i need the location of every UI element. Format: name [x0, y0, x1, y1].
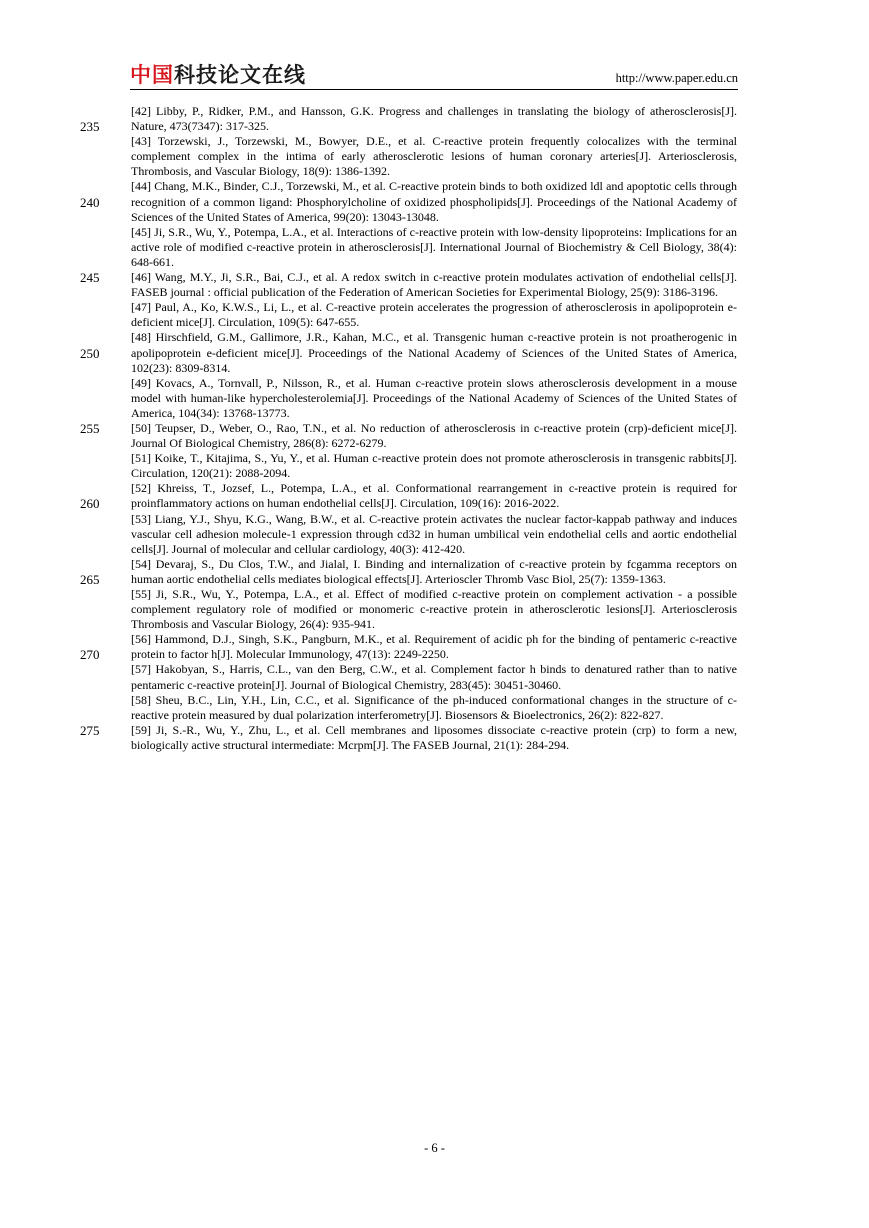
page-number: - 6 -: [424, 1141, 445, 1155]
reference-item: [51] Koike, T., Kitajima, S., Yu, Y., et al. Human c-reactive protein does not promote atherosclerosis in transgenic rabbits[J]. Circulation, 120(21): 2088-2094.: [131, 451, 737, 481]
reference-item: [55] Ji, S.R., Wu, Y., Potempa, L.A., et al. Effect of modified c-reactive protein on complement activation - a possible complement regulatory role of modified or monomeric c-reactive protein in atherosclerotic lesions[J]. Arteriosclerosis Thrombosis and Vascular Biology, 26(4): 935-941.: [131, 587, 737, 632]
reference-item: [52] Khreiss, T., Jozsef, L., Potempa, L.A., et al. Conformational rearrangement in c-reactive protein is required for proinflammatory actions on human endothelial cells[J]. Circulation, 109(16): 2016-2022.: [131, 481, 737, 511]
line-number: 275: [80, 723, 100, 738]
line-number: 270: [80, 647, 100, 662]
logo-dark-text: 科技论文在线: [174, 63, 306, 87]
line-number: 250: [80, 346, 100, 361]
reference-item: [49] Kovacs, A., Tornvall, P., Nilsson, R., et al. Human c-reactive protein slows atherosclerosis development in a mouse model with human-like hypercholesterolemia[J]. Proceedings of the National Academy of Sciences of the United States of America, 104(34): 13768-13773.: [131, 375, 737, 420]
page-header: [130, 62, 738, 90]
header-url[interactable]: http://www.paper.edu.cn: [615, 71, 738, 85]
reference-item: [44] Chang, M.K., Binder, C.J., Torzewski, M., et al. C-reactive protein binds to both oxidized ldl and apoptotic cells through recognition of a common ligand: Phosphorylcholine of oxidized phospholipids[J]. Proceedings of the National Academy of Sciences of the United States of America, 99(20): 13043-13048.: [131, 179, 737, 224]
reference-item: [53] Liang, Y.J., Shyu, K.G., Wang, B.W., et al. C-reactive protein activates the nuclear factor-kappab pathway and induces vascular cell adhesion molecule-1 expression through cd32 in human umbilical vein endothelial cells and aortic endothelial cells[J]. Journal of molecular and cellular cardiology, 40(3): 412-420.: [131, 511, 737, 556]
line-number: 265: [80, 572, 100, 587]
line-number: 240: [80, 195, 100, 210]
site-logo: [130, 62, 306, 88]
reference-item: [45] Ji, S.R., Wu, Y., Potempa, L.A., et al. Interactions of c-reactive protein with low-density lipoproteins: Implications for an active role of modified c-reactive protein in atherosclerosis[J]. International Journal of Biochemistry & Cell Biology, 38(4): 648-661.: [131, 224, 737, 269]
reference-list: [131, 104, 737, 753]
line-number: 235: [80, 119, 100, 134]
reference-item: [42] Libby, P., Ridker, P.M., and Hansson, G.K. Progress and challenges in translating the biology of atherosclerosis[J]. Nature, 473(7347): 317-325.: [131, 104, 737, 134]
reference-item: [57] Hakobyan, S., Harris, C.L., van den Berg, C.W., et al. Complement factor h binds to denatured rather than to native pentameric c-reactive protein[J]. Journal of Biological Chemistry, 283(45): 30451-30460.: [131, 662, 737, 692]
line-number: 245: [80, 270, 100, 285]
reference-item: [48] Hirschfield, G.M., Gallimore, J.R., Kahan, M.C., et al. Transgenic human c-reactive protein is not proatherogenic in apolipoprotein e-deficient mice[J]. Proceedings of the National Academy of Sciences of the United States of America, 102(23): 8309-8314.: [131, 330, 737, 375]
reference-item: [46] Wang, M.Y., Ji, S.R., Bai, C.J., et al. A redox switch in c-reactive protein modulates activation of endothelial cells[J]. FASEB journal : official publication of the Federation of American Societies for Experimental Biology, 25(9): 3186-3196.: [131, 270, 737, 300]
reference-item: [43] Torzewski, J., Torzewski, M., Bowyer, D.E., et al. C-reactive protein frequently colocalizes with the terminal complement complex in the intima of early atherosclerotic lesions of human coronary arteries[J]. Arteriosclerosis, Thrombosis, and Vascular Biology, 18(9): 1386-1392.: [131, 134, 737, 179]
line-number: 255: [80, 421, 100, 436]
reference-item: [56] Hammond, D.J., Singh, S.K., Pangburn, M.K., et al. Requirement of acidic ph for the binding of pentameric c-reactive protein to factor h[J]. Molecular Immunology, 47(13): 2249-2250.: [131, 632, 737, 662]
header-rule: [130, 89, 738, 90]
reference-item: [59] Ji, S.-R., Wu, Y., Zhu, L., et al. Cell membranes and liposomes dissociate c-reactive protein (crp) to form a new, biologically active structural intermediate: Mcrpm[J]. The FASEB Journal, 21(1): 284-294.: [131, 722, 737, 752]
line-number: 260: [80, 496, 100, 511]
reference-item: [54] Devaraj, S., Du Clos, T.W., and Jialal, I. Binding and internalization of c-reactive protein by fcgamma receptors on human aortic endothelial cells mediates biological effects[J]. Arterioscler Thromb Vasc Biol, 25(7): 1359-1363.: [131, 556, 737, 586]
reference-item: [47] Paul, A., Ko, K.W.S., Li, L., et al. C-reactive protein accelerates the progression of atherosclerosis in apolipoprotein e-deficient mice[J]. Circulation, 109(5): 647-655.: [131, 300, 737, 330]
reference-item: [58] Sheu, B.C., Lin, Y.H., Lin, C.C., et al. Significance of the ph-induced conformational changes in the structure of c-reactive protein measured by dual polarization interferometry[J]. Biosensors & Bioelectronics, 26(2): 822-827.: [131, 692, 737, 722]
reference-item: [50] Teupser, D., Weber, O., Rao, T.N., et al. No reduction of atherosclerosis in c-reactive protein (crp)-deficient mice[J]. Journal Of Biological Chemistry, 286(8): 6272-6279.: [131, 420, 737, 451]
logo-red-text: 中国: [130, 63, 174, 87]
